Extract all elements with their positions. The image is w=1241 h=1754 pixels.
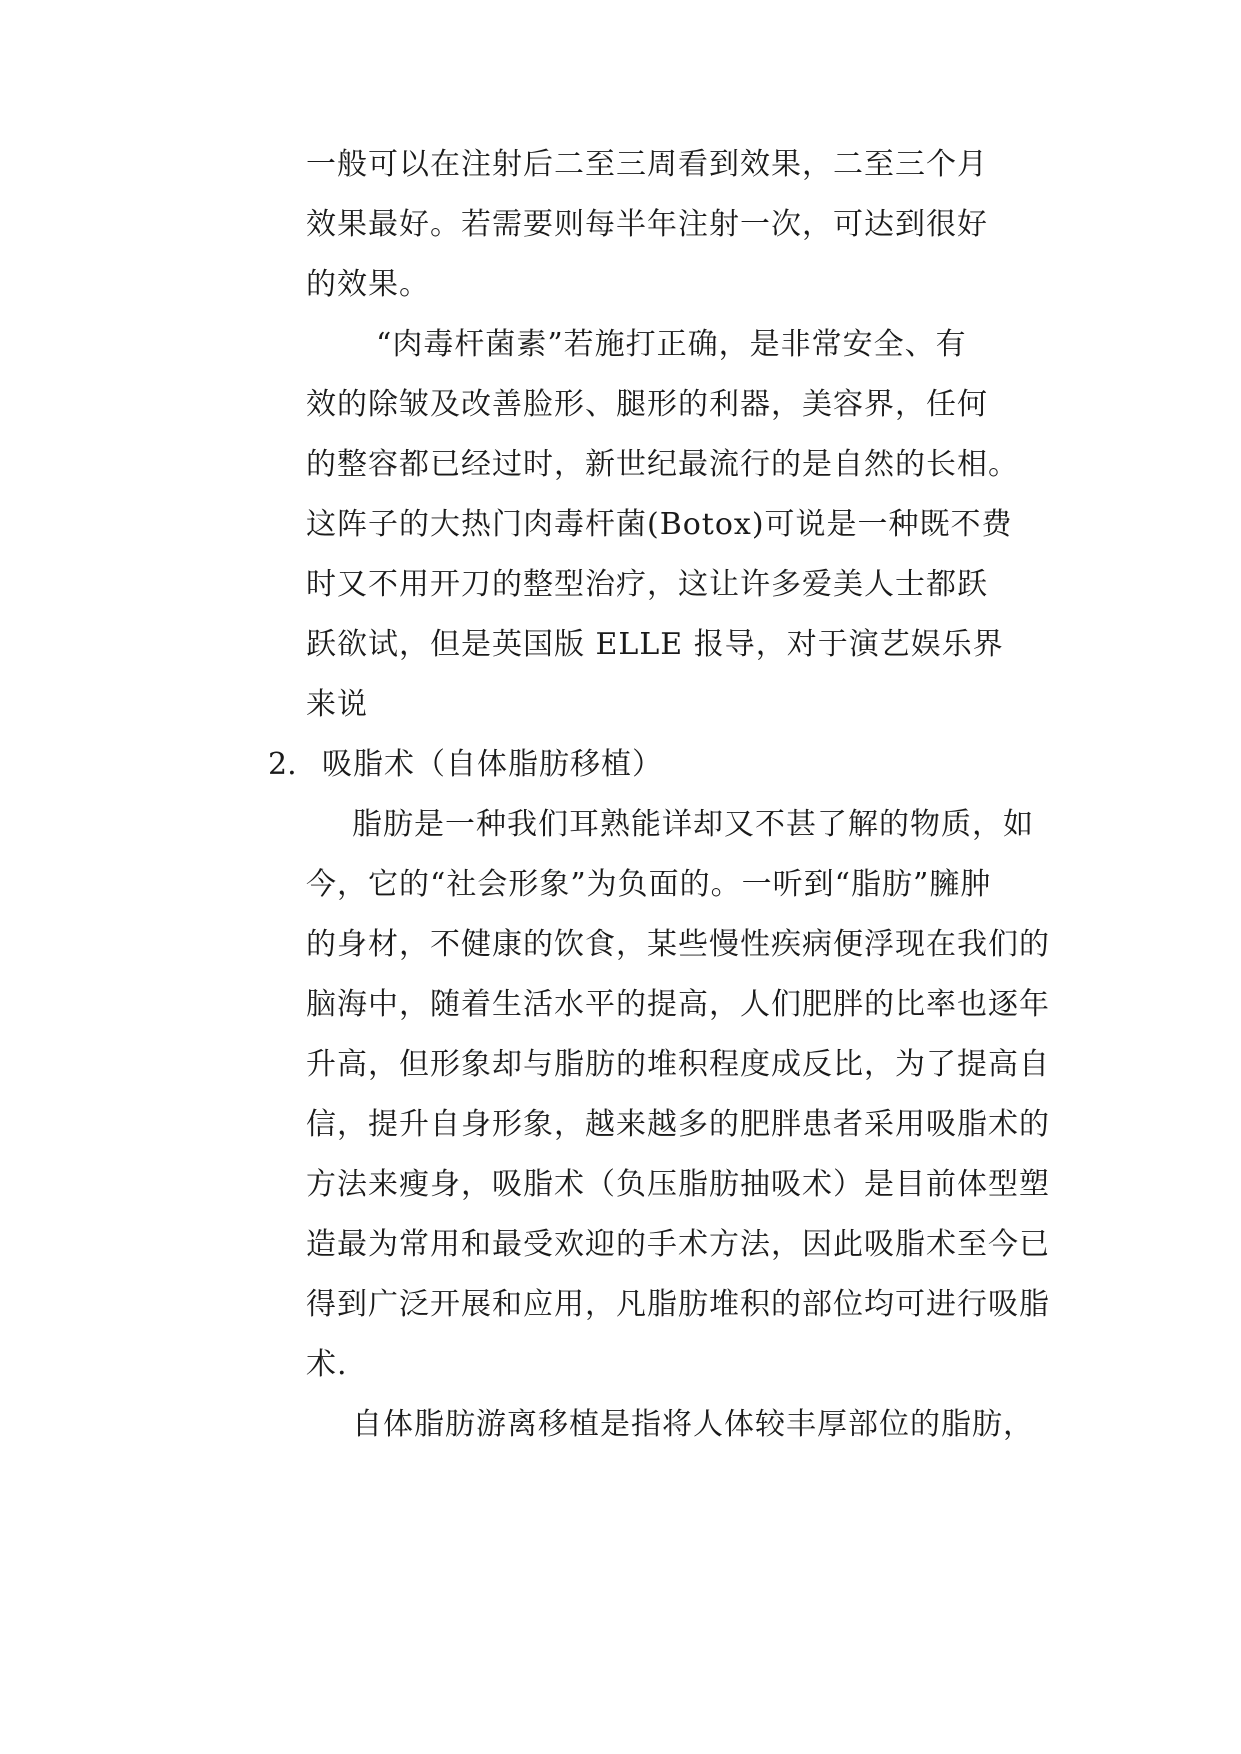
paragraph-3-line-4: 脑海中，随着生活水平的提高，人们肥胖的比率也逐年 [306, 987, 1050, 1022]
paragraph-1-line-3: 的效果。 [306, 267, 430, 302]
paragraph-4-line-1: 自体脂肪游离移植是指将人体较丰厚部位的脂肪， [352, 1407, 1034, 1442]
paragraph-2-line-3: 的整容都已经过时，新世纪最流行的是自然的长相。 [306, 447, 1019, 482]
paragraph-2-line-1: “肉毒杆菌素”若施打正确，是非常安全、有 [376, 327, 967, 362]
paragraph-3-line-2: 今，它的“社会形象”为负面的。一听到“脂肪”臃肿 [306, 867, 992, 902]
paragraph-3-line-10: 术. [306, 1347, 348, 1382]
paragraph-3-line-1: 脂肪是一种我们耳熟能详却又不甚了解的物质，如 [352, 807, 1034, 842]
paragraph-3-line-6: 信，提升自身形象，越来越多的肥胖患者采用吸脂术的 [306, 1107, 1050, 1142]
paragraph-3-line-9: 得到广泛开展和应用，凡脂肪堆积的部位均可进行吸脂 [306, 1287, 1050, 1322]
section-number: 2. [268, 747, 297, 782]
paragraph-2-line-4: 这阵子的大热门肉毒杆菌(Botox)可说是一种既不费 [306, 507, 1013, 542]
section-title: 吸脂术（自体脂肪移植） [322, 747, 663, 782]
paragraph-3-line-3: 的身材，不健康的饮食，某些慢性疾病便浮现在我们的 [306, 927, 1050, 962]
paragraph-2-line-2: 效的除皱及改善脸形、腿形的利器，美容界，任何 [306, 387, 988, 422]
paragraph-1-line-1: 一般可以在注射后二至三周看到效果，二至三个月 [306, 147, 988, 182]
paragraph-2-line-6: 跃欲试，但是英国版 ELLE 报导，对于演艺娱乐界 [306, 627, 1004, 662]
paragraph-3-line-8: 造最为常用和最受欢迎的手术方法，因此吸脂术至今已 [306, 1227, 1050, 1262]
paragraph-2-line-7: 来说 [306, 687, 368, 722]
paragraph-3-line-5: 升高，但形象却与脂肪的堆积程度成反比，为了提高自 [306, 1047, 1050, 1082]
paragraph-1-line-2: 效果最好。若需要则每半年注射一次，可达到很好 [306, 207, 988, 242]
paragraph-3-line-7: 方法来瘦身，吸脂术（负压脂肪抽吸术）是目前体型塑 [306, 1167, 1050, 1202]
paragraph-2-line-5: 时又不用开刀的整型治疗，这让许多爱美人士都跃 [306, 567, 988, 602]
